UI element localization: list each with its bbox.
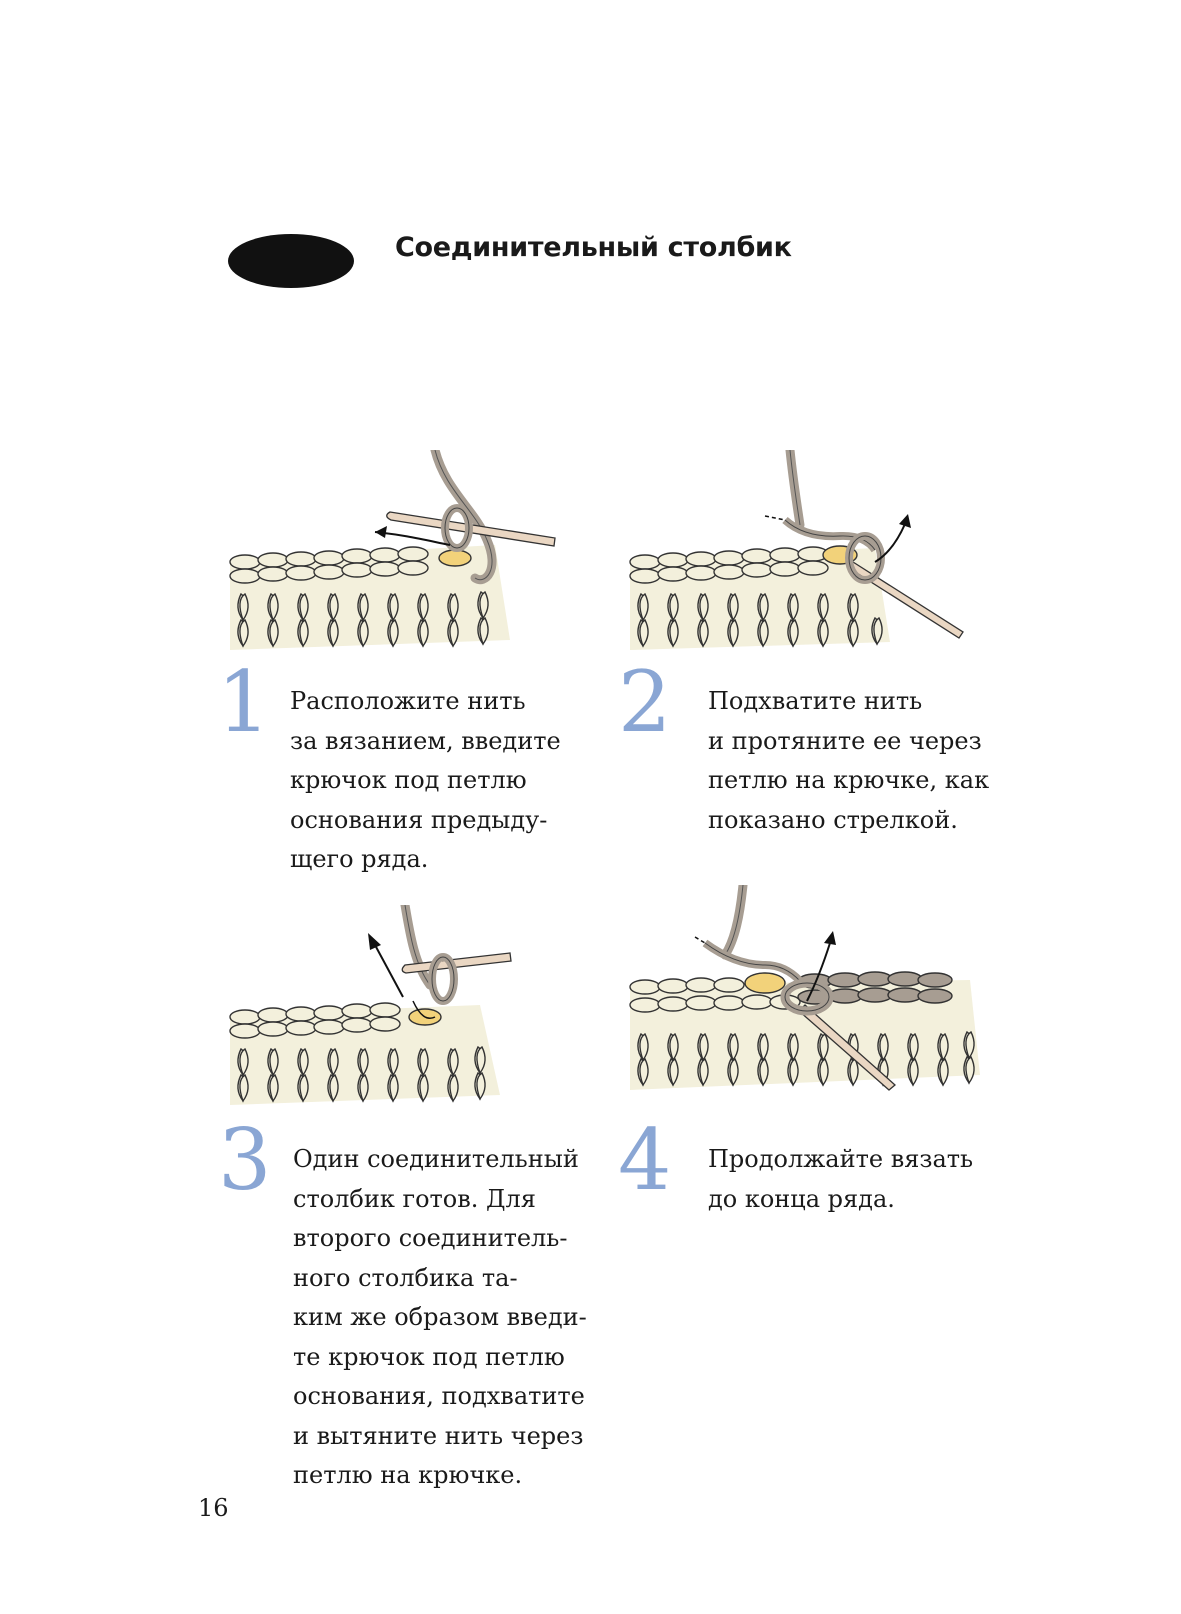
step-3-illustration bbox=[225, 905, 565, 1115]
step-4-number: 4 bbox=[618, 1111, 672, 1209]
step-2-illustration bbox=[625, 450, 985, 660]
step-1-text: Расположите нить за вязанием, введите крючок под петлю основания предыду- щего ряда. bbox=[290, 687, 561, 873]
step-4-text: Продолжайте вязать до конца ряда. bbox=[708, 1145, 974, 1213]
black-oval-icon bbox=[227, 233, 355, 289]
step-2-number: 2 bbox=[618, 653, 672, 751]
step-2-text: Подхватите нить и протяните ее через петлю на крючке, как показано стрелкой. bbox=[708, 687, 990, 834]
step-3-number: 3 bbox=[218, 1111, 272, 1209]
section-title: Соединительный столбик bbox=[395, 232, 792, 263]
step-1-number: 1 bbox=[217, 653, 271, 751]
step-1-illustration bbox=[225, 450, 565, 660]
page-number: 16 bbox=[198, 1494, 229, 1522]
step-4-illustration bbox=[625, 885, 995, 1110]
step-3-text: Один соединительный столбик готов. Для второго соединитель- ного столбика та- ким же образом введи- те крючок под петлю основания, подхватите и вытяните нить через петлю на крючке. bbox=[293, 1145, 587, 1489]
